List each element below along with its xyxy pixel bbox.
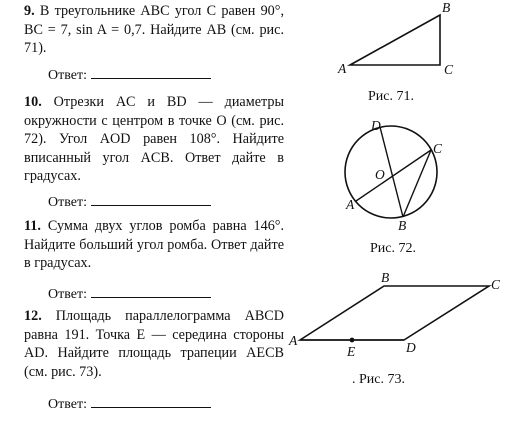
figure-71-triangle: [337, 0, 454, 77]
caption-fig-73: . Рис. 73.: [352, 372, 405, 387]
answer-12-label: Ответ:: [48, 397, 87, 412]
label-B-73: B: [381, 270, 390, 285]
problem-11-text: Сумма двух углов ромба равна 146°. Найдите больший угол ромба. Ответ дайте в градусах.: [24, 218, 285, 271]
problem-10-number: 10.: [24, 94, 42, 110]
label-E-73: E: [347, 344, 356, 359]
answer-9-label: Ответ:: [48, 68, 87, 83]
answer-11-label: Ответ:: [48, 287, 87, 302]
figure-73-parallelogram: [288, 270, 501, 359]
problem-9-number: 9.: [24, 3, 35, 19]
caption-fig-72: Рис. 72.: [370, 241, 416, 256]
label-A-71: A: [338, 61, 347, 76]
answer-10-label: Ответ:: [48, 195, 87, 210]
problem-11-number: 11.: [24, 218, 41, 234]
problem-12-number: 12.: [24, 308, 42, 324]
label-A-73: A: [289, 333, 298, 348]
figure-72-circle: [345, 118, 443, 233]
point-e: [350, 338, 355, 343]
triangle-abc: [350, 15, 440, 65]
label-D-73: D: [406, 340, 416, 355]
problem-12-text: Площадь параллелограмма ABCD равна 191. Точка E — середина стороны AD. Найдите площадь трапеции AECB (см. рис. 73).: [24, 308, 285, 380]
label-C-72: C: [433, 141, 443, 156]
label-A-72: A: [346, 197, 355, 212]
label-O-72: O: [375, 167, 385, 182]
caption-fig-71: Рис. 71.: [368, 89, 414, 104]
problem-10-text: Отрезки AC и BD — диаметры окружности с центром в точке O (см. рис. 72). Угол AOD равен 108°. Найдите вписанный угол ACB. Ответ дайте в градусах.: [24, 94, 284, 184]
label-B-72: B: [398, 218, 407, 233]
label-D-72: D: [371, 118, 381, 133]
label-B-71: B: [442, 0, 451, 15]
problem-9-text: В треугольнике ABC угол C равен 90°, BC = 7, sin A = 0,7. Найдите AB (см. рис. 71).: [24, 3, 284, 56]
label-C-71: C: [444, 62, 454, 77]
parallelogram-abcd: [300, 286, 489, 340]
label-C-73: C: [491, 277, 501, 292]
